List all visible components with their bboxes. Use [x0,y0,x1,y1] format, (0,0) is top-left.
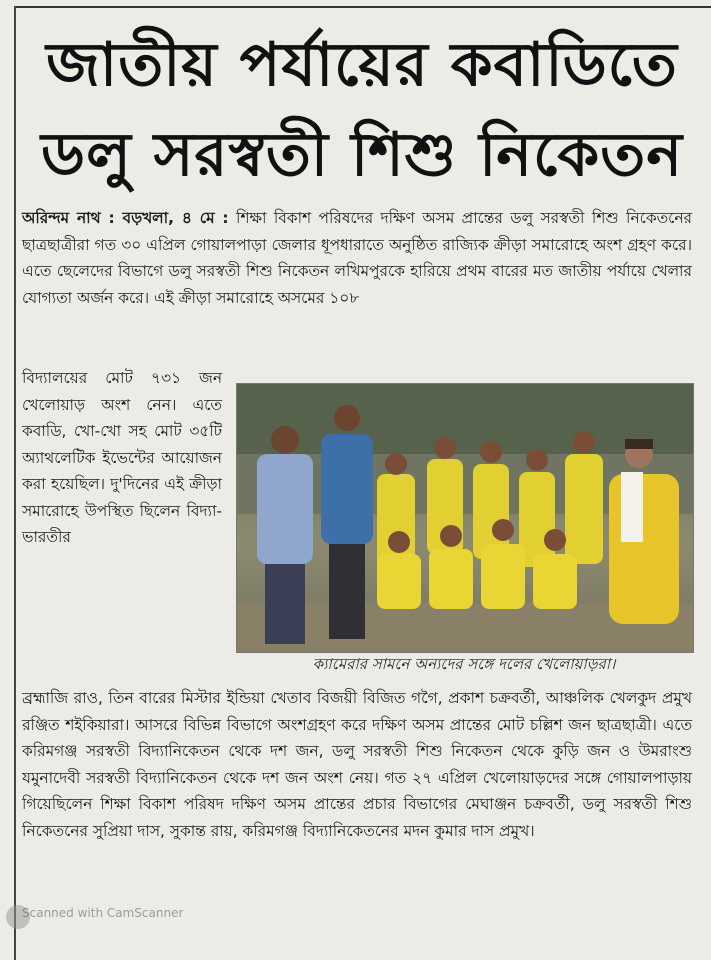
top-border-rule [14,6,711,8]
intro-paragraph [22,205,692,311]
headline-line-1: জাতীয় পর্যায়ের কবাডিতে [46,30,678,100]
left-border-rule [14,6,16,960]
scanner-watermark: Scanned with CamScanner [22,906,184,920]
team-photo [236,383,694,653]
intro-text: শিক্ষা বিকাশ পরিষদের দক্ষিণ অসম প্রান্তের ডলু সরস্বতী শিশু নিকেতনের ছাত্রছাত্রীরা গত ৩০ এপ্রিল গোয়ালপাড়া জেলার ধূপধারাতে অনুষ্ঠিত রাজ্যিক ক্রীড়া সমারোহে অংশ গ্রহণ করে। এতে ছেলেদের বিভাগে ডলু সরস্বতী শিশু নিকেতন লখিমপুরকে হারিয়ে প্রথম বারের মত জাতীয় পর্যায়ে খেলার যোগ্যতা অর্জন করে। এই ক্রীড়া সমারোহে অসমের ১০৮ [22,209,692,307]
team-photo-block [236,383,692,683]
left-column-text: বিদ্যালয়ের মোট ৭৩১ জন খেলোয়াড় অংশ নেন। এতে কবাডি, খো-খো সহ মোট ৩৫টি অ্যাথলেটিক ইভেন্টের আয়োজন করা হয়েছিল। দু'দিনের এই ক্রীড়া সমারোহে উপস্থিত ছিলেন বিদ্যা-ভারতীর [22,369,222,546]
photo-caption: ক্যামেরার সামনে অন্যদের সঙ্গে দলের খেলোয়াড়রা। [312,655,616,673]
team-photo-illustration [237,384,693,652]
bottom-paragraph: ব্রহ্মাজি রাও, তিন বারের মিস্টার ইন্ডিয়া খেতাব বিজয়ী বিজিত গগৈ, প্রকাশ চক্রবর্তী, আঞ্চলিক খেলকুদ প্রমুখ রঞ্জিত শইকিয়ারা। আসরে বিভিন্ন বিভাগে অংশগ্রহণ করে দক্ষিণ অসম প্রান্তের মোট চল্লিশ জন ছাত্রছাত্রী। এতে করিমগঞ্জ সরস্বতী বিদ্যানিকেতন থেকে দশ জন, ডলু সরস্বতী শিশু নিকেতন থেকে কুড়ি জন ও উমরাংশু যমুনাদেবী সরস্বতী বিদ্যানিকেতন থেকে দশ জন অংশ নেয়। গত ২৭ এপ্রিল খেলোয়াড়দের সঙ্গে গোয়ালপাড়ায় গিয়েছিলেন শিক্ষা বিকাশ পরিষদ দক্ষিণ অসম প্রান্তের প্রচার বিভাগের মেঘাঞ্জন চক্রবর্তী, ডলু সরস্বতী শিশু নিকেতনের সুপ্রিয়া দাস, সুকান্ত রায়, করিমগঞ্জ বিদ্যানিকেতনের মদন কুমার দাস প্রমুখ। [22,689,692,840]
byline: অরিন্দম নাথ : বড়খলা, ৪ মে : [22,209,229,227]
headline-line-2: ডলু সরস্বতী শিশু নিকেতন [40,120,684,190]
